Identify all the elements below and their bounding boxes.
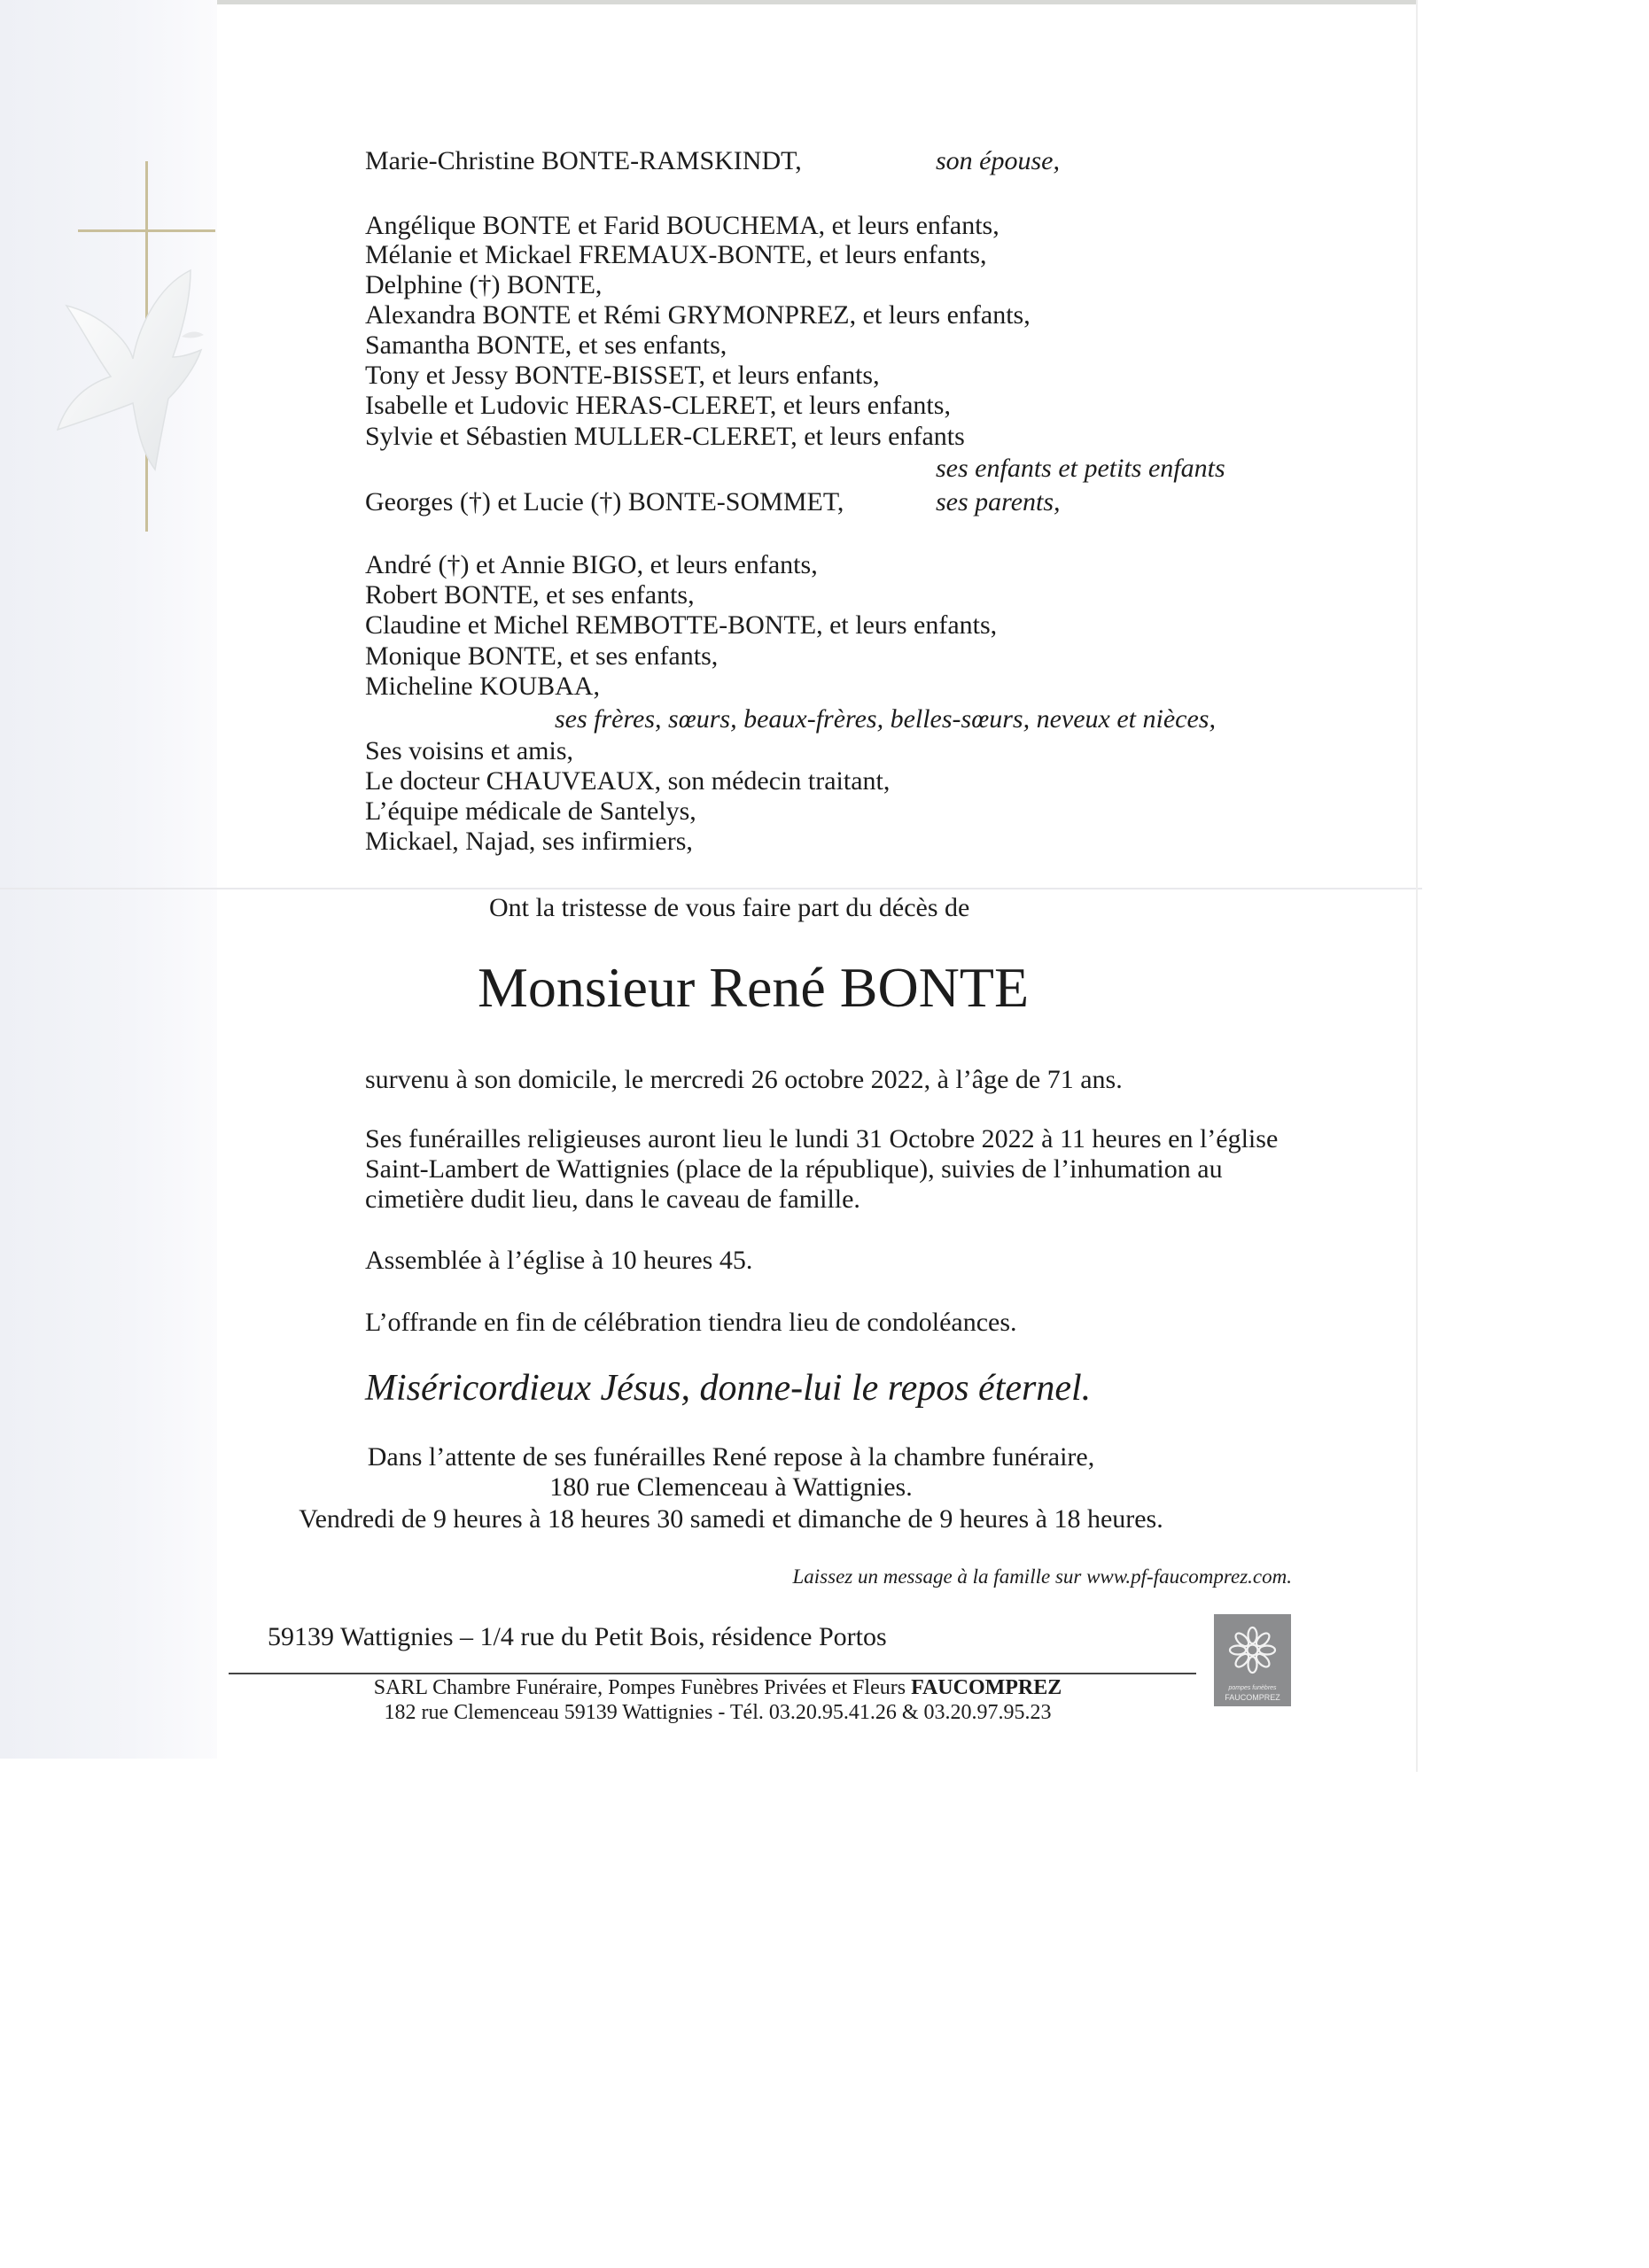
family-line: Delphine (†) BONTE, xyxy=(365,270,603,299)
spouse-relation: son épouse, xyxy=(936,146,1060,175)
logo-line2: FAUCOMPREZ xyxy=(1225,1693,1280,1702)
flower-icon xyxy=(1225,1623,1280,1677)
funeral-details: Ses funérailles religieuses auront lieu le lundi 31 Octobre 2022 à 11 heures en l’église xyxy=(365,1124,1279,1153)
parents-name: Georges (†) et Lucie (†) BONTE-SOMMET, xyxy=(365,487,844,517)
fold-line xyxy=(0,888,1422,889)
logo-line1: pompes funèbres xyxy=(1228,1685,1277,1691)
family-line: Tony et Jessy BONTE-BISSET, et leurs enfants, xyxy=(365,361,880,390)
family-line: Samantha BONTE, et ses enfants, xyxy=(365,330,727,360)
family-line: Monique BONTE, et ses enfants, xyxy=(365,641,719,671)
family-line: Angélique BONTE et Farid BOUCHEMA, et leurs enfants, xyxy=(365,211,1000,240)
footer-company-prefix: SARL Chambre Funéraire, Pompes Funèbres Privées et Fleurs xyxy=(373,1676,912,1699)
assembly-details: Assemblée à l’église à 10 heures 45. xyxy=(365,1246,753,1275)
message-note: Laissez un message à la famille sur www.pf-faucomprez.com. xyxy=(792,1565,1292,1588)
dove-icon xyxy=(49,252,208,474)
children-relation: ses enfants et petits enfants xyxy=(936,454,1225,483)
offering-details: L’offrande en fin de célébration tiendra lieu de condoléances. xyxy=(365,1308,1017,1337)
viewing-line: Vendredi de 9 heures à 18 heures 30 samedi et dimanche de 9 heures à 18 heures. xyxy=(299,1504,1163,1534)
family-line: Alexandra BONTE et Rémi GRYMONPREZ, et leurs enfants, xyxy=(365,300,1031,330)
family-line: L’équipe médicale de Santelys, xyxy=(365,796,696,826)
funeral-details: Saint-Lambert de Wattignies (place de la république), suivies de l’inhumation au xyxy=(365,1154,1223,1184)
family-line: Mélanie et Mickael FREMAUX-BONTE, et leurs enfants, xyxy=(365,240,987,269)
family-address: 59139 Wattignies – 1/4 rue du Petit Bois, résidence Portos xyxy=(268,1622,887,1651)
family-line: Le docteur CHAUVEAUX, son médecin traitant, xyxy=(365,766,891,796)
prayer-text: Miséricordieux Jésus, donne-lui le repos éternel. xyxy=(365,1368,1092,1409)
family-line: Claudine et Michel REMBOTTE-BONTE, et leurs enfants, xyxy=(365,610,998,640)
announcement-text: Ont la tristesse de vous faire part du décès de xyxy=(489,893,970,922)
family-line: Mickael, Najad, ses infirmiers, xyxy=(365,827,693,856)
cross-icon-horizontal xyxy=(78,229,215,232)
family-line: Sylvie et Sébastien MULLER-CLERET, et leurs enfants xyxy=(365,422,965,451)
footer-company-name: FAUCOMPREZ xyxy=(911,1676,1062,1699)
funeral-details: cimetière dudit lieu, dans le caveau de famille. xyxy=(365,1184,860,1214)
logo-text xyxy=(1214,1683,1291,1703)
family-line: André (†) et Annie BIGO, et leurs enfants, xyxy=(365,550,818,579)
parents-relation: ses parents, xyxy=(936,487,1061,517)
family-line: Robert BONTE, et ses enfants, xyxy=(365,580,695,610)
deceased-name: Monsieur René BONTE xyxy=(477,956,1030,1019)
viewing-line: Dans l’attente de ses funérailles René repose à la chambre funéraire, xyxy=(367,1442,1095,1472)
viewing-line: 180 rue Clemenceau à Wattignies. xyxy=(549,1472,913,1502)
family-line: Ses voisins et amis, xyxy=(365,736,574,765)
family-line: Micheline KOUBAA, xyxy=(365,672,600,701)
separator-line xyxy=(229,1673,1196,1674)
family-line: Isabelle et Ludovic HERAS-CLERET, et leurs enfants, xyxy=(365,391,951,420)
spouse-name: Marie-Christine BONTE-RAMSKINDT, xyxy=(365,146,802,175)
company-logo xyxy=(1214,1614,1291,1706)
death-details: survenu à son domicile, le mercredi 26 octobre 2022, à l’âge de 71 ans. xyxy=(365,1065,1123,1094)
footer-address: 182 rue Clemenceau 59139 Wattignies - Tél. 03.20.95.41.26 & 03.20.97.95.23 xyxy=(384,1701,1052,1724)
siblings-relation: ses frères, sœurs, beaux-frères, belles-sœurs, neveux et nièces, xyxy=(555,704,1216,734)
